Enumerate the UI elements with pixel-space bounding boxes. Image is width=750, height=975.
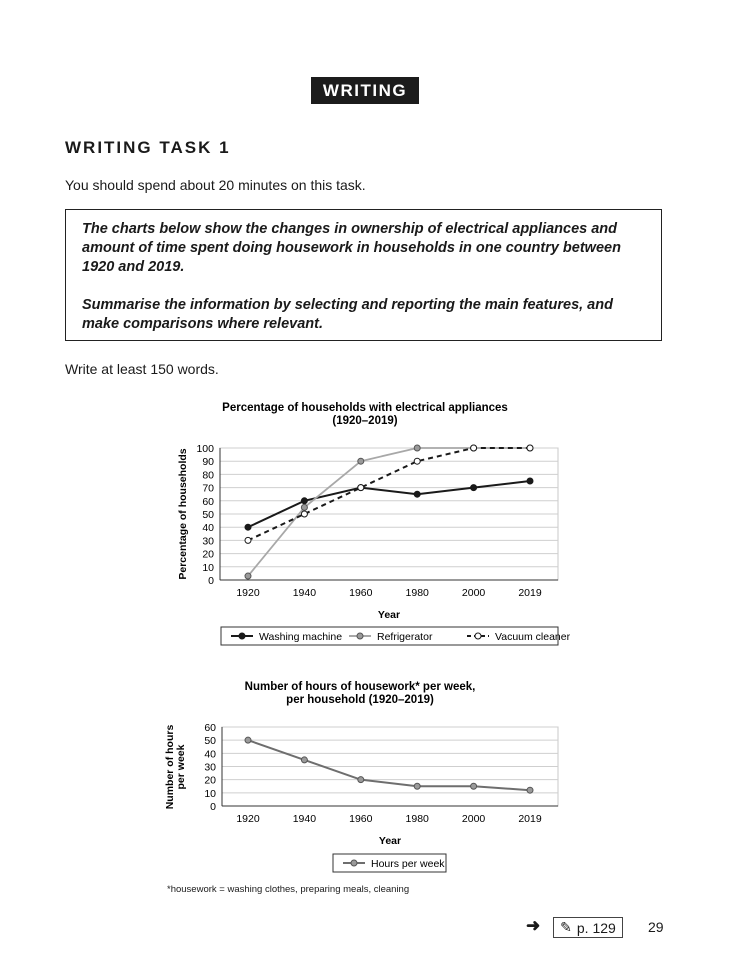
data-point: [414, 491, 420, 497]
x-tick-label: 1940: [292, 813, 317, 825]
data-point: [471, 445, 477, 451]
data-point: [414, 458, 420, 464]
data-point: [527, 478, 533, 484]
appliances-line-chart: [160, 395, 580, 655]
x-tick-label: 1920: [236, 587, 260, 599]
chart-title: Number of hours of housework* per week,: [244, 681, 476, 693]
section-badge: WRITING: [311, 77, 419, 104]
legend-label: Vacuum cleaner: [495, 631, 571, 643]
data-point: [471, 485, 477, 491]
page-reference-label: p. 129: [576, 919, 616, 936]
y-tick-label: 60: [202, 495, 214, 508]
y-tick-label: 60: [204, 722, 216, 734]
pencil-icon: ✎: [560, 919, 572, 935]
x-axis-label: Year: [377, 609, 401, 621]
y-tick-label: 30: [204, 761, 216, 774]
y-tick-label: 50: [202, 509, 214, 521]
legend-label: Refrigerator: [377, 631, 433, 643]
data-point: [301, 511, 307, 517]
data-point: [245, 573, 251, 579]
data-point: [245, 737, 251, 743]
data-point: [245, 537, 251, 543]
chart-subtitle: (1920–2019): [332, 415, 398, 427]
y-tick-label: 10: [204, 787, 216, 800]
y-tick-label: 50: [204, 735, 216, 748]
data-point: [358, 777, 364, 783]
data-point: [358, 485, 364, 491]
y-tick-label: 0: [208, 575, 214, 587]
time-note: You should spend about 20 minutes on this task.: [65, 177, 366, 193]
page-reference: [553, 917, 623, 938]
y-tick-label: 100: [196, 443, 214, 455]
y-tick-label: 30: [202, 535, 214, 548]
page-number: 29: [648, 919, 664, 935]
chart-subtitle: per household (1920–2019): [286, 694, 434, 706]
chart-title: Percentage of households with electrical appliances: [222, 402, 508, 414]
y-tick-label: 10: [202, 561, 214, 574]
data-point: [471, 783, 477, 789]
y-tick-label: 20: [204, 774, 216, 787]
x-tick-label: 2019: [518, 813, 542, 825]
y-tick-label: 90: [202, 456, 214, 469]
y-tick-label: 70: [202, 482, 214, 495]
legend-marker: [239, 633, 245, 639]
x-tick-label: 2000: [461, 813, 486, 825]
prompt-paragraph: The charts below show the changes in ownership of electrical appliances and amount of time spent doing housework in households in one country between 1920 and 2019.: [82, 221, 621, 275]
y-axis-label: Percentage of households: [177, 448, 189, 580]
x-tick-label: 1980: [405, 587, 429, 599]
x-tick-label: 1960: [349, 813, 373, 825]
y-tick-label: 40: [202, 522, 214, 535]
data-point: [301, 498, 307, 504]
x-tick-label: 1960: [349, 587, 373, 599]
word-count-note: Write at least 150 words.: [65, 361, 219, 377]
legend-marker: [357, 633, 363, 639]
legend-label: Washing machine: [259, 631, 343, 643]
task-title: WRITING TASK 1: [65, 138, 231, 157]
legend-marker: [351, 860, 357, 866]
prompt-paragraph: Summarise the information by selecting and reporting the main features, and make comparisons where relevant.: [82, 297, 613, 332]
x-tick-label: 1940: [292, 587, 317, 599]
x-axis-label: Year: [378, 835, 402, 847]
data-point: [358, 458, 364, 464]
y-axis-label: per week: [175, 744, 187, 790]
y-tick-label: 40: [204, 748, 216, 761]
housework-hours-line-chart: [160, 675, 580, 885]
y-tick-label: 20: [202, 548, 214, 561]
y-axis-label: Number of hours: [164, 724, 176, 810]
x-tick-label: 1980: [405, 813, 429, 825]
data-point: [527, 787, 533, 793]
data-point: [301, 757, 307, 763]
x-tick-label: 2000: [461, 587, 486, 599]
x-tick-label: 2019: [518, 587, 542, 599]
data-point: [414, 445, 420, 451]
y-tick-label: 0: [210, 801, 216, 813]
data-point: [414, 783, 420, 789]
data-point: [527, 445, 533, 451]
data-point: [245, 524, 251, 530]
legend-marker: [475, 633, 481, 639]
x-tick-label: 1920: [236, 813, 260, 825]
task-prompt-box: [65, 209, 662, 341]
chart-footnote: *housework = washing clothes, preparing meals, cleaning: [167, 884, 410, 895]
data-point: [301, 504, 307, 510]
y-tick-label: 80: [202, 469, 214, 482]
legend-label: Hours per week: [371, 858, 445, 870]
arrow-right-icon: ➜: [526, 916, 541, 935]
